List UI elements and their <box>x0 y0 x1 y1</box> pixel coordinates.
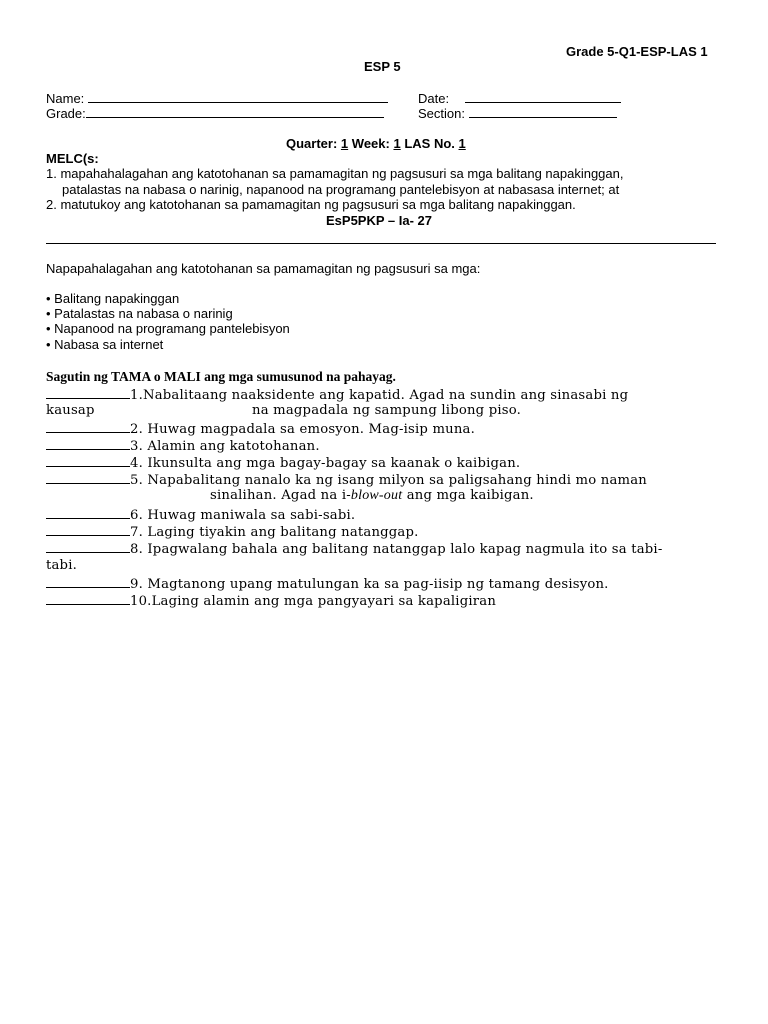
exercise-item-3 <box>46 437 320 454</box>
item-text: Laging tiyakin ang balitang natanggap. <box>147 525 419 540</box>
melc-code: EsP5PKP – Ia- 27 <box>326 213 432 228</box>
item-number: 3. <box>130 439 143 454</box>
item-number: 4. <box>130 456 143 471</box>
answer-blank[interactable] <box>46 386 130 399</box>
item-5-cont-pre: sinalihan. Agad na i- <box>210 488 351 503</box>
item-number: 2. <box>130 422 143 437</box>
item-text: Alamin ang katotohanan. <box>147 439 320 454</box>
melc-line-3: 2. matutukoy ang katotohanan sa pamamagitan ng pagsusuri sa mga balitang napakinggan. <box>46 197 576 212</box>
answer-blank[interactable] <box>46 454 130 467</box>
las-value: 1 <box>458 136 466 151</box>
item-number: 5. <box>130 473 143 488</box>
exercise-item-10 <box>46 592 496 609</box>
item-number: 8. <box>130 542 143 557</box>
item-8-continuation: tabi. <box>46 558 78 573</box>
exercise-item-7 <box>46 523 419 540</box>
exercise-item-5 <box>46 471 647 488</box>
item-5-continuation <box>210 488 534 504</box>
item-text: Huwag magpadala sa emosyon. Mag-isip muna. <box>147 422 476 437</box>
week-value: 1 <box>393 136 401 151</box>
quarter-line <box>286 136 466 151</box>
week-label: Week: <box>351 136 390 151</box>
answer-blank[interactable] <box>46 540 130 553</box>
las-label: LAS No. <box>404 136 455 151</box>
exercise-item-6 <box>46 506 355 523</box>
item-5-cont-italic: blow-out <box>350 488 403 503</box>
melc-heading: MELC(s: <box>46 151 99 166</box>
item-text: Nabalitaang naaksidente ang kapatid. Agad na sundin ang sinasabi ng <box>142 388 629 403</box>
item-number: 9. <box>130 577 143 592</box>
item-1-continuation-a: kausap <box>46 403 95 418</box>
subject-title: ESP 5 <box>364 59 401 74</box>
exercise-item-9 <box>46 575 609 592</box>
date-blank[interactable] <box>465 90 621 103</box>
bullet-item: • Balitang napakinggan <box>46 291 180 306</box>
grade-field <box>46 105 384 121</box>
melc-line-1: 1. mapahahalagahan ang katotohanan sa pamamagitan ng pagsusuri sa mga balitang napakinggan, <box>46 166 624 181</box>
exercise-item-4 <box>46 454 520 471</box>
answer-blank[interactable] <box>46 437 130 450</box>
date-label: Date: <box>418 91 450 106</box>
item-number: 1. <box>130 388 143 403</box>
grade-label: Grade: <box>46 106 86 121</box>
item-5-cont-post: ang mga kaibigan. <box>402 488 534 503</box>
item-number: 7. <box>130 525 143 540</box>
exercise-item-8 <box>46 540 662 557</box>
answer-blank[interactable] <box>46 471 130 484</box>
item-number: 6. <box>130 508 143 523</box>
section-label: Section: <box>418 106 465 121</box>
quarter-value: 1 <box>340 136 349 151</box>
answer-blank[interactable] <box>46 523 130 536</box>
item-number: 10. <box>130 594 152 609</box>
bullet-item: • Patalastas na nabasa o narinig <box>46 306 233 321</box>
section-divider <box>46 243 716 244</box>
section-blank[interactable] <box>469 105 617 118</box>
name-field <box>46 90 388 106</box>
melc-line-2: patalastas na nabasa o narinig, napanood na programang pantelebisyon at nabasasa internet; at <box>62 182 620 197</box>
exercise-item-2 <box>46 420 475 437</box>
item-text: Ipagwalang bahala ang balitang natanggap lalo kapag nagmula ito sa tabi- <box>147 542 663 557</box>
exercise-instruction: Sagutin ng TAMA o MALI ang mga sumusunod na pahayag. <box>46 369 396 384</box>
item-text: Huwag maniwala sa sabi-sabi. <box>147 508 356 523</box>
grade-blank[interactable] <box>86 105 384 118</box>
name-blank[interactable] <box>88 90 388 103</box>
answer-blank[interactable] <box>46 575 130 588</box>
document-code: Grade 5-Q1-ESP-LAS 1 <box>566 44 708 59</box>
item-text: Ikunsulta ang mga bagay-bagay sa kaanak o kaibigan. <box>147 456 521 471</box>
name-label: Name: <box>46 91 85 106</box>
date-field <box>418 90 621 106</box>
quarter-label: Quarter: <box>286 136 338 151</box>
intro-text: Napapahalagahan ang katotohanan sa pamamagitan ng pagsusuri sa mga: <box>46 261 481 276</box>
answer-blank[interactable] <box>46 506 130 519</box>
item-text: Laging alamin ang mga pangyayari sa kapaligiran <box>151 594 497 609</box>
item-text: Napabalitang nanalo ka ng isang milyon sa paligsahang hindi mo naman <box>147 473 647 488</box>
bullet-item: • Nabasa sa internet <box>46 337 164 352</box>
item-text: Magtanong upang matulungan ka sa pag-iisip ng tamang desisyon. <box>147 577 609 592</box>
answer-blank[interactable] <box>46 420 130 433</box>
item-1-continuation-b: na magpadala ng sampung libong piso. <box>252 403 522 418</box>
answer-blank[interactable] <box>46 592 130 605</box>
section-field <box>418 105 617 121</box>
exercise-item-1 <box>46 386 628 403</box>
bullet-item: • Napanood na programang pantelebisyon <box>46 321 290 336</box>
